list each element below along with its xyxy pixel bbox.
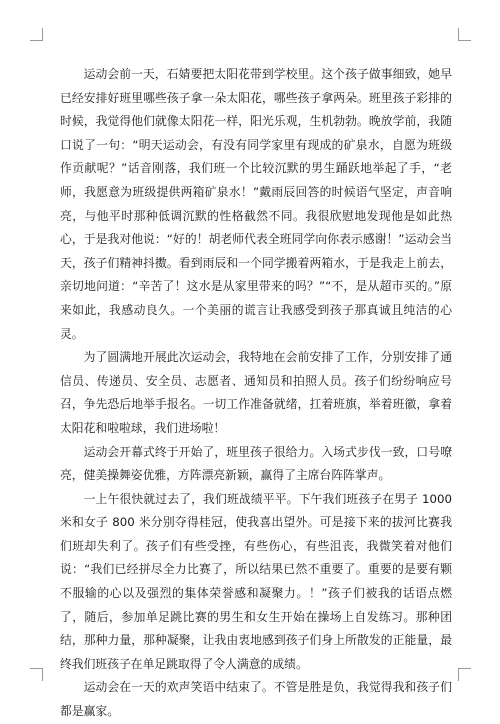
crop-mark-top-right <box>458 28 471 41</box>
crop-mark-top-left <box>30 28 43 41</box>
crop-mark-bottom-right <box>458 668 471 681</box>
paragraph-5: 运动会在一天的欢声笑语中结束了。不管是胜是负，我觉得我和孩子们都是赢家。 <box>60 680 452 719</box>
crop-mark-bottom-left <box>30 668 43 681</box>
paragraph-1: 运动会前一天，石婧要把太阳花带到学校里。这个孩子做事细致，她早已经安排好班里哪些孩子拿一朵太阳花，哪些孩子拿两朵。班里孩子彩排的时候，我觉得他们就像太阳花一样，阳光乐观，生机勃勃。晚放学前，我随口说了一句：“明天运动会，有没有同学家里有现成的矿泉水，自愿为班级作贡献呢？”话音刚落，我们班一个比较沉默的男生踊跃地举起了手，“老师，我愿意为班级提供两箱矿泉水！”戴雨辰回答的时候语气坚定，声音响亮，与他平时那种低调沉默的性格截然不同。我很欣慰地发现他是如此热心，于是我对他说：“好的！胡老师代表全班同学向你表示感谢！”运动会当天，孩子们精神抖擞。看到雨辰和一个同学搬着两箱水，于是我走上前去，亲切地问道：“辛苦了！这水是从家里带来的吗？”“不，是从超市买的。”原来如此，我感动良久。一个美丽的谎言让我感受到孩子那真诚且纯洁的心灵。 <box>60 67 452 341</box>
paragraph-2: 为了圆满地开展此次运动会，我特地在会前安排了工作，分别安排了通信员、传递员、安全员、志愿者、通知员和拍照人员。孩子们纷纷响应号召，争先恐后地举手报名。一切工作准备就绪，扛着班旗，举着班徽，拿着太阳花和啦啦球，我们进场啦！ <box>60 350 452 435</box>
document-body <box>60 63 452 724</box>
paragraph-4: 一上午很快就过去了，我们班战绩平平。下午我们班孩子在男子 1000 米和女子 800 米分别夺得桂冠，使我喜出望外。可是接下来的拔河比赛我们班却失利了。孩子们有些受挫，有些伤心，有些沮丧，我微笑着对他们说：“我们已经拼尽全力比赛了，所以结果已然不重要了。重要的是要有颗不服输的心以及强烈的集体荣誉感和凝聚力。！”孩子们被我的话语点燃了，随后，参加单足跳比赛的男生和女生开始在操场上自发练习。那种团结，那种力量，那种凝聚，让我由衷地感到孩子们身上所散发的正能量，最终我们班孩子在单足跳取得了令人满意的成绩。 <box>60 491 452 671</box>
paragraph-3: 运动会开幕式终于开始了，班里孩子很给力。入场式步伐一致，口号嘹亮，健美操舞姿优雅，方阵漂亮新颖，赢得了主席台阵阵掌声。 <box>60 444 452 483</box>
